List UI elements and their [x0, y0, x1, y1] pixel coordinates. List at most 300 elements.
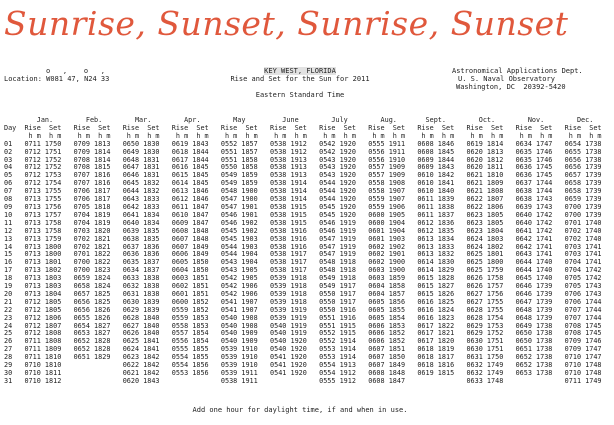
- time-cell: 0706 1744: [564, 297, 606, 306]
- day-number: 13: [4, 234, 13, 243]
- time-cell: 0609 1844: [417, 155, 459, 164]
- time-cell: 0600 1905: [368, 210, 410, 219]
- time-cell: [417, 377, 458, 385]
- time-cell: 0607 1850: [368, 353, 410, 362]
- time-cell: 0540 1919: [270, 329, 311, 338]
- time-cell: 0624 1803: [466, 234, 508, 243]
- time-cell: 0538 1917: [270, 250, 311, 259]
- time-cell: 0710 1810: [24, 361, 66, 370]
- time-cell: 0630 1751: [466, 345, 508, 354]
- time-cell: 0712 1808: [24, 329, 66, 338]
- day-number: 16: [4, 258, 13, 267]
- time-cell: 0626 1840: [122, 329, 164, 338]
- time-cell: 0640 1834: [122, 218, 164, 227]
- time-cell: 0552 1915: [319, 329, 361, 338]
- time-cell: 0628 1840: [122, 313, 164, 322]
- time-cell: 0708 1745: [564, 329, 606, 338]
- time-cell: 0542 1920: [319, 139, 361, 148]
- time-cell: 0559 1852: [171, 305, 213, 314]
- time-cell: 0556 1911: [368, 147, 410, 156]
- time-cell: 0603 1851: [171, 274, 213, 283]
- time-cell: 0623 1805: [466, 218, 508, 227]
- time-cell: 0705 1742: [564, 274, 606, 283]
- time-cell: 0713 1804: [24, 289, 66, 298]
- unit-header: h m h m: [73, 131, 115, 140]
- time-cell: 0710 1811: [24, 369, 66, 377]
- time-cell: 0700 1822: [73, 258, 115, 267]
- time-cell: 0655 1738: [564, 147, 606, 156]
- day-number: 17: [4, 266, 13, 275]
- time-cell: 0600 1904: [368, 218, 410, 227]
- time-cell: 0607 1851: [368, 345, 410, 354]
- dept-label: Astronomical Applications Dept.: [452, 67, 583, 75]
- time-cell: 0656 1738: [564, 155, 606, 164]
- time-cell: 0545 1903: [220, 234, 262, 243]
- time-cell: 0544 1920: [319, 179, 361, 188]
- time-cell: 0544 1920: [319, 187, 361, 196]
- time-cell: 0628 1755: [466, 305, 508, 314]
- time-cell: 0658 1739: [564, 179, 606, 188]
- place-name: KEY WEST, FLORIDA: [264, 67, 336, 75]
- time-cell: 0712 1753: [24, 171, 66, 180]
- unit-header: h m h m: [368, 131, 410, 140]
- time-cell: 0549 1917: [319, 282, 361, 291]
- unit-header: h m h m: [122, 131, 164, 140]
- day-number: 22: [4, 305, 13, 314]
- time-cell: 0703 1820: [73, 226, 115, 235]
- time-cell: 0629 1752: [466, 329, 508, 338]
- time-cell: 0546 1902: [220, 218, 262, 227]
- time-cell: 0543 1920: [319, 163, 361, 172]
- time-cell: 0620 1843: [122, 376, 164, 385]
- time-cell: 0617 1821: [417, 329, 459, 338]
- time-cell: 0546 1901: [220, 210, 262, 219]
- time-cell: 0604 1850: [171, 266, 213, 275]
- month-header: Sept.: [417, 116, 459, 124]
- time-cell: 0705 1818: [73, 202, 115, 211]
- time-cell: 0544 1903: [220, 242, 262, 251]
- time-cell: 0649 1830: [122, 147, 164, 156]
- time-cell: 0711 1749: [564, 376, 606, 385]
- time-cell: 0645 1740: [515, 274, 557, 283]
- time-cell: 0541 1920: [270, 369, 311, 377]
- time-cell: 0541 1920: [270, 353, 311, 362]
- time-cell: 0627 1756: [466, 289, 508, 298]
- time-cell: 0538 1917: [270, 266, 311, 275]
- time-cell: 0607 1849: [171, 242, 213, 251]
- unit-header: h m h m: [171, 131, 213, 140]
- time-cell: 0713 1755: [24, 195, 66, 204]
- time-cell: 0619 1814: [466, 139, 508, 148]
- unit-header: h m h m: [270, 131, 311, 140]
- time-cell: 0709 1747: [564, 345, 606, 354]
- time-cell: 0618 1817: [417, 353, 459, 362]
- time-cell: 0635 1837: [122, 258, 164, 267]
- time-cell: 0652 1738: [515, 353, 557, 362]
- time-cell: 0620 1812: [466, 155, 508, 164]
- time-cell: 0611 1837: [417, 210, 459, 219]
- time-cell: 0606 1849: [171, 250, 213, 259]
- time-cell: 0553 1856: [171, 369, 213, 377]
- unit-header: h m h m: [319, 131, 361, 140]
- time-cell: 0652 1828: [73, 337, 115, 346]
- time-cell: 0542 1920: [319, 147, 361, 156]
- month-header: Mar.: [122, 116, 164, 124]
- time-cell: 0538 1915: [270, 210, 311, 219]
- time-cell: [74, 377, 115, 385]
- time-cell: 0700 1739: [564, 210, 606, 219]
- time-cell: 0639 1743: [515, 202, 557, 211]
- time-cell: 0648 1831: [122, 155, 164, 164]
- rise-set-header: Rise Set: [73, 123, 115, 132]
- time-cell: 0607 1848: [171, 234, 213, 243]
- time-cell: 0614 1830: [417, 258, 459, 267]
- time-cell: 0554 1856: [171, 361, 213, 370]
- time-cell: 0539 1919: [270, 305, 311, 314]
- time-cell: [270, 377, 311, 385]
- time-cell: 0710 1748: [564, 369, 606, 377]
- rise-set-header: Rise Set: [122, 123, 164, 132]
- time-cell: 0710 1748: [564, 361, 606, 370]
- time-cell: 0559 1853: [171, 313, 213, 322]
- day-number: 03: [4, 155, 13, 164]
- time-cell: 0543 1920: [319, 155, 361, 164]
- time-cell: 0642 1833: [122, 202, 164, 211]
- time-cell: 0617 1820: [417, 337, 459, 346]
- time-cell: 0552 1857: [220, 139, 262, 148]
- time-cell: 0629 1839: [122, 305, 164, 314]
- time-cell: 0713 1758: [24, 218, 66, 227]
- time-cell: 0613 1846: [171, 187, 213, 196]
- rise-set-header: Rise Set: [515, 123, 557, 132]
- time-cell: 0612 1846: [171, 195, 213, 204]
- time-cell: 0701 1822: [73, 250, 115, 259]
- day-number: 05: [4, 171, 13, 180]
- time-cell: 0556 1854: [171, 337, 213, 346]
- time-cell: 0625 1801: [466, 250, 508, 259]
- time-cell: 0540 1920: [270, 337, 311, 346]
- time-cell: 0626 1757: [466, 282, 508, 291]
- time-cell: 0604 1857: [368, 289, 410, 298]
- time-cell: 0701 1740: [564, 218, 606, 227]
- time-cell: 0651 1738: [515, 345, 557, 354]
- observatory-label: U. S. Naval Observatory: [458, 75, 555, 83]
- month-header: Aug.: [368, 116, 410, 124]
- sun-table: [4, 117, 614, 386]
- time-cell: 0616 1825: [417, 297, 459, 306]
- unit-header: h m h m: [466, 131, 508, 140]
- time-cell: 0710 1812: [24, 376, 66, 385]
- time-cell: 0704 1742: [564, 266, 606, 275]
- time-cell: 0543 1904: [220, 258, 262, 267]
- time-cell: 0650 1830: [122, 139, 164, 148]
- day-number: 07: [4, 187, 13, 196]
- time-cell: 0713 1802: [24, 266, 66, 275]
- location-label: Location: W081 47, N24 33: [4, 75, 110, 83]
- day-number: 09: [4, 202, 13, 211]
- time-cell: 0544 1904: [220, 250, 262, 259]
- time-cell: 0619 1843: [171, 139, 213, 148]
- time-cell: 0605 1856: [368, 297, 410, 306]
- time-cell: 0553 1914: [319, 353, 361, 362]
- day-number: 29: [4, 361, 13, 370]
- time-cell: 0547 1901: [220, 202, 262, 211]
- time-cell: 0708 1815: [73, 163, 115, 172]
- time-cell: 0538 1914: [270, 195, 311, 204]
- time-cell: 0706 1743: [564, 289, 606, 298]
- time-cell: 0637 1836: [122, 242, 164, 251]
- day-number: 30: [4, 369, 13, 377]
- time-cell: 0605 1855: [368, 305, 410, 314]
- rise-set-header: Rise Set: [417, 123, 459, 132]
- time-cell: 0614 1845: [171, 179, 213, 188]
- time-cell: 0557 1854: [171, 329, 213, 338]
- time-cell: 0712 1752: [24, 155, 66, 164]
- time-cell: 0641 1742: [515, 226, 557, 235]
- footer-note: Add one hour for daylight time, if and when in use.: [192, 406, 408, 414]
- time-cell: 0606 1852: [368, 329, 410, 338]
- time-cell: 0538 1915: [270, 218, 311, 227]
- subtitle: Rise and Set for the Sun for 2011: [230, 75, 370, 83]
- time-cell: 0538 1915: [270, 202, 311, 211]
- time-cell: 0616 1823: [417, 313, 459, 322]
- time-cell: 0708 1814: [73, 155, 115, 164]
- time-cell: 0640 1742: [515, 218, 557, 227]
- time-cell: 0632 1838: [122, 282, 164, 291]
- day-number: 24: [4, 321, 13, 330]
- time-cell: 0632 1749: [466, 361, 508, 370]
- day-number: 31: [4, 376, 13, 385]
- time-cell: 0702 1821: [73, 242, 115, 251]
- time-cell: 0538 1914: [270, 179, 311, 188]
- month-header: Apr.: [171, 116, 213, 124]
- time-cell: 0552 1914: [319, 337, 361, 346]
- time-cell: 0540 1908: [220, 313, 262, 322]
- month-header: May: [220, 116, 262, 124]
- time-cell: 0711 1809: [24, 345, 66, 354]
- time-cell: 0621 1810: [466, 171, 508, 180]
- time-cell: 0713 1801: [24, 258, 66, 267]
- time-cell: 0633 1748: [466, 376, 508, 385]
- time-cell: 0659 1824: [73, 274, 115, 283]
- time-cell: 0540 1919: [270, 321, 311, 330]
- month-header: June: [270, 116, 311, 124]
- time-cell: 0547 1919: [319, 234, 361, 243]
- time-cell: 0659 1739: [564, 195, 606, 204]
- time-cell: 0648 1739: [515, 313, 557, 322]
- day-number: 12: [4, 226, 13, 235]
- time-cell: 0711 1810: [24, 353, 66, 362]
- time-cell: 0547 1919: [319, 242, 361, 251]
- table-row: [4, 378, 614, 386]
- time-cell: 0539 1910: [220, 345, 262, 354]
- time-cell: 0636 1745: [515, 171, 557, 180]
- time-cell: 0542 1906: [220, 282, 262, 291]
- time-cell: 0712 1752: [24, 163, 66, 172]
- time-cell: 0551 1857: [220, 147, 262, 156]
- time-cell: 0549 1918: [319, 274, 361, 283]
- time-cell: 0656 1739: [564, 163, 606, 172]
- time-cell: 0708 1745: [564, 321, 606, 330]
- time-cell: 0705 1743: [564, 282, 606, 291]
- time-cell: 0658 1824: [73, 282, 115, 291]
- day-number: 08: [4, 195, 13, 204]
- timezone-label: Eastern Standard Time: [255, 91, 345, 99]
- day-number: 18: [4, 274, 13, 283]
- time-cell: 0538 1912: [270, 139, 311, 148]
- time-cell: 0607 1849: [368, 361, 410, 370]
- time-cell: 0611 1839: [417, 195, 459, 204]
- time-cell: 0713 1800: [24, 250, 66, 259]
- time-cell: 0538 1917: [270, 258, 311, 267]
- time-cell: 0550 1917: [319, 289, 361, 298]
- unit-header: h m h m: [564, 131, 606, 140]
- time-cell: 0634 1837: [122, 266, 164, 275]
- time-cell: 0704 1819: [73, 218, 115, 227]
- time-cell: 0656 1826: [73, 305, 115, 314]
- month-header: Oct.: [466, 116, 508, 124]
- time-cell: 0645 1832: [122, 179, 164, 188]
- time-cell: 0539 1918: [270, 297, 311, 306]
- time-cell: 0709 1813: [73, 139, 115, 148]
- time-cell: 0601 1904: [368, 226, 410, 235]
- time-cell: 0550 1917: [319, 297, 361, 306]
- time-cell: 0622 1806: [466, 202, 508, 211]
- time-cell: 0623 1804: [466, 226, 508, 235]
- month-header: Nov.: [515, 116, 557, 124]
- time-cell: 0551 1916: [319, 313, 361, 322]
- time-cell: 0657 1825: [73, 289, 115, 298]
- time-cell: 0542 1906: [220, 289, 262, 298]
- time-cell: 0623 1842: [122, 353, 164, 362]
- time-cell: 0554 1913: [319, 361, 361, 370]
- time-cell: 0602 1900: [368, 258, 410, 267]
- time-cell: 0636 1745: [515, 163, 557, 172]
- day-number: 25: [4, 329, 13, 338]
- time-cell: 0626 1758: [466, 274, 508, 283]
- time-cell: 0557 1909: [368, 171, 410, 180]
- time-cell: 0707 1816: [73, 171, 115, 180]
- time-cell: 0652 1828: [73, 345, 115, 354]
- time-cell: 0638 1743: [515, 195, 557, 204]
- time-cell: 0538 1916: [270, 226, 311, 235]
- city-label: Washington, DC 20392-5420: [456, 83, 566, 91]
- time-cell: 0655 1826: [73, 313, 115, 322]
- time-cell: 0644 1832: [122, 187, 164, 196]
- time-cell: 0538 1911: [220, 376, 262, 385]
- time-cell: 0638 1744: [515, 187, 557, 196]
- time-cell: 0618 1819: [417, 345, 459, 354]
- day-number: 21: [4, 297, 13, 306]
- time-cell: 0627 1840: [122, 321, 164, 330]
- time-cell: 0618 1844: [171, 147, 213, 156]
- day-number: 14: [4, 242, 13, 251]
- time-cell: 0553 1914: [319, 345, 361, 354]
- time-cell: 0554 1912: [319, 369, 361, 377]
- time-cell: 0608 1845: [417, 147, 459, 156]
- day-number: 19: [4, 282, 13, 291]
- time-cell: [516, 377, 557, 385]
- time-cell: 0548 1900: [220, 187, 262, 196]
- time-cell: 0704 1819: [73, 210, 115, 219]
- time-cell: 0653 1827: [73, 329, 115, 338]
- degree-marks: o , o ,: [46, 67, 106, 75]
- time-cell: 0545 1920: [319, 202, 361, 211]
- time-cell: 0712 1751: [24, 147, 66, 156]
- time-cell: 0539 1918: [270, 282, 311, 291]
- time-cell: 0713 1759: [24, 234, 66, 243]
- time-cell: 0707 1816: [73, 179, 115, 188]
- time-cell: 0548 1918: [319, 258, 361, 267]
- time-cell: 0640 1742: [515, 210, 557, 219]
- time-cell: 0557 1909: [368, 163, 410, 172]
- time-cell: 0638 1835: [122, 234, 164, 243]
- time-cell: 0615 1828: [417, 274, 459, 283]
- time-cell: 0555 1855: [171, 345, 213, 354]
- time-cell: 0616 1824: [417, 305, 459, 314]
- time-cell: 0631 1838: [122, 289, 164, 298]
- day-number: 02: [4, 147, 13, 156]
- time-cell: 0545 1920: [319, 210, 361, 219]
- time-cell: 0624 1802: [466, 242, 508, 251]
- rise-set-header: Rise Set: [319, 123, 361, 132]
- time-cell: 0712 1754: [24, 179, 66, 188]
- time-cell: 0539 1911: [220, 369, 262, 377]
- time-cell: 0632 1749: [466, 369, 508, 377]
- time-cell: 0622 1842: [122, 361, 164, 370]
- time-cell: 0600 1852: [171, 297, 213, 306]
- time-cell: 0608 1848: [368, 369, 410, 377]
- time-cell: 0625 1759: [466, 266, 508, 275]
- time-cell: 0627 1755: [466, 297, 508, 306]
- time-cell: 0610 1842: [417, 171, 459, 180]
- time-cell: 0554 1855: [171, 353, 213, 362]
- time-cell: 0713 1800: [24, 242, 66, 251]
- time-cell: 0538 1916: [270, 234, 311, 243]
- time-cell: 0713 1758: [24, 226, 66, 235]
- time-cell: 0617 1844: [171, 155, 213, 164]
- time-cell: 0647 1831: [122, 163, 164, 172]
- day-number: 26: [4, 337, 13, 346]
- time-cell: 0555 1912: [319, 376, 361, 385]
- day-number: 04: [4, 163, 13, 172]
- time-cell: 0711 1750: [24, 139, 66, 148]
- time-cell: 0707 1744: [564, 305, 606, 314]
- time-cell: 0713 1757: [24, 210, 66, 219]
- time-cell: 0712 1806: [24, 313, 66, 322]
- time-cell: 0710 1747: [564, 353, 606, 362]
- time-cell: 0551 1858: [220, 155, 262, 164]
- time-cell: 0603 1859: [368, 274, 410, 283]
- rise-set-header: Rise Set: [220, 123, 262, 132]
- month-header: July: [319, 116, 361, 124]
- time-cell: 0634 1747: [515, 139, 557, 148]
- time-cell: 0631 1750: [466, 353, 508, 362]
- time-cell: 0633 1838: [122, 274, 164, 283]
- time-cell: 0551 1915: [319, 321, 361, 330]
- time-cell: 0644 1740: [515, 258, 557, 267]
- time-cell: 0605 1850: [171, 258, 213, 267]
- time-cell: 0540 1908: [220, 321, 262, 330]
- time-cell: 0647 1739: [515, 297, 557, 306]
- time-cell: 0613 1833: [417, 242, 459, 251]
- time-cell: 0702 1821: [73, 234, 115, 243]
- time-cell: 0608 1846: [417, 139, 459, 148]
- time-cell: 0608 1847: [368, 376, 410, 385]
- day-number: 28: [4, 353, 13, 362]
- time-cell: 0706 1817: [73, 195, 115, 204]
- time-cell: 0615 1827: [417, 282, 459, 291]
